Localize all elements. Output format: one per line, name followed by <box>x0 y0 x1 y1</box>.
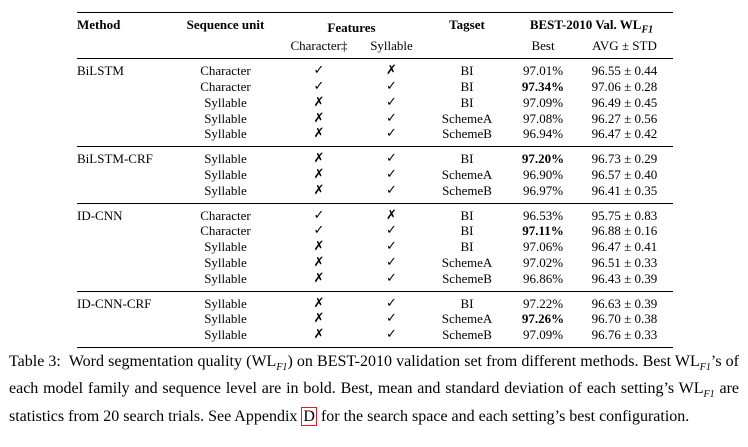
best-score-cell: 97.06% <box>522 239 564 255</box>
tagset-cell: BI <box>460 223 474 239</box>
table-row <box>77 59 673 79</box>
table-row <box>77 111 673 127</box>
table-row <box>77 79 673 95</box>
syllable-feature-mark: ✓ <box>386 182 397 198</box>
sequence-unit-cell: Syllable <box>172 147 279 167</box>
best-score-cell: 97.02% <box>522 254 564 270</box>
best-score-cell: 96.86% <box>522 270 564 286</box>
best-score-cell: 97.20% <box>510 147 576 167</box>
character-feature-mark: ✗ <box>313 270 325 286</box>
method-cell <box>77 167 172 183</box>
header-syllable: Syllable <box>370 38 413 54</box>
character-feature-mark: ✓ <box>279 59 359 79</box>
tagset-cell: BI <box>460 239 474 255</box>
syllable-feature-mark: ✓ <box>386 223 397 239</box>
caption-text-1: Word segmentation quality (WL <box>68 353 277 370</box>
tagset-cell: SchemeA <box>441 311 493 327</box>
best-score-cell: 97.09% <box>510 327 576 347</box>
method-cell: ID-CNN-CRF <box>77 291 172 311</box>
avg-std-cell: 96.43 ± 0.39 <box>591 270 658 286</box>
syllable-feature-mark: ✓ <box>386 110 397 126</box>
syllable-feature-mark: ✓ <box>386 239 397 255</box>
tagset-cell: BI <box>460 94 474 110</box>
best-score-cell: 96.90% <box>522 166 564 182</box>
syllable-feature-mark: ✓ <box>386 94 397 110</box>
character-feature-mark: ✗ <box>279 327 359 347</box>
best-score-cell: 96.94% <box>522 126 564 142</box>
caption-text-4: are statistics from 20 search trials. See Appendix <box>9 380 739 425</box>
table-row <box>77 239 673 255</box>
table-row <box>77 147 673 167</box>
character-feature-mark: ✗ <box>279 291 359 311</box>
syllable-feature-mark: ✓ <box>386 78 397 94</box>
tagset-cell: SchemeB <box>442 126 492 142</box>
header-tagset: Tagset <box>424 13 510 59</box>
syllable-feature-mark: ✗ <box>359 59 424 79</box>
method-cell: ID-CNN <box>77 203 172 223</box>
caption-text-5: for the search space and each setting’s best configuration. <box>316 407 690 425</box>
caption-sub-2: F1 <box>699 362 711 374</box>
method-cell: BiLSTM-CRF <box>77 147 172 167</box>
header-best: Best <box>531 38 555 54</box>
tagset-cell: BI <box>460 78 474 94</box>
character-feature-mark: ✗ <box>313 94 325 110</box>
best-score-cell: 96.53% <box>510 203 576 223</box>
avg-std-cell: 96.73 ± 0.29 <box>576 147 673 167</box>
method-cell: BiLSTM <box>77 59 172 79</box>
table-row <box>77 183 673 203</box>
avg-std-cell: 96.63 ± 0.39 <box>576 291 673 311</box>
table-row <box>77 311 673 327</box>
sequence-unit-cell: Syllable <box>204 311 247 327</box>
table-row <box>77 95 673 111</box>
sequence-unit-cell: Syllable <box>204 126 247 142</box>
tagset-cell: BI <box>424 147 510 167</box>
header-method: Method <box>77 13 172 59</box>
best-score-cell: 97.11% <box>522 223 564 239</box>
avg-std-cell: 96.55 ± 0.44 <box>576 59 673 79</box>
character-feature-mark: ✗ <box>313 239 325 255</box>
tagset-cell: BI <box>424 59 510 79</box>
table-row <box>77 126 673 146</box>
tagset-cell: BI <box>424 291 510 311</box>
appendix-d-link[interactable]: D <box>303 407 315 425</box>
sequence-unit-cell: Character <box>200 223 251 239</box>
avg-std-cell: 96.51 ± 0.33 <box>591 254 658 270</box>
avg-std-cell: 96.88 ± 0.16 <box>591 223 658 239</box>
syllable-feature-mark: ✗ <box>359 203 424 223</box>
best-score-cell: 96.97% <box>522 182 564 198</box>
character-feature-mark: ✗ <box>313 182 325 198</box>
tagset-cell: SchemeB <box>442 270 492 286</box>
header-character: Character‡ <box>290 38 348 54</box>
caption-sub-3: F1 <box>703 389 715 401</box>
avg-std-cell: 96.57 ± 0.40 <box>591 166 658 182</box>
avg-std-cell: 96.41 ± 0.35 <box>591 182 658 198</box>
character-feature-mark: ✗ <box>313 311 325 327</box>
sequence-unit-cell: Syllable <box>204 254 247 270</box>
sequence-unit-cell: Syllable <box>204 166 247 182</box>
avg-std-cell: 96.76 ± 0.33 <box>576 327 673 347</box>
results-table <box>77 12 673 348</box>
syllable-feature-mark: ✓ <box>359 291 424 311</box>
avg-std-cell: 96.47 ± 0.41 <box>591 239 658 255</box>
best-score-cell: 97.26% <box>521 311 565 327</box>
sequence-unit-cell: Character <box>200 78 251 94</box>
sequence-unit-cell: Character <box>172 59 279 79</box>
tagset-cell: BI <box>424 203 510 223</box>
table-row <box>77 291 673 311</box>
syllable-feature-mark: ✓ <box>386 126 397 142</box>
method-cell <box>77 271 172 291</box>
sequence-unit-cell: Syllable <box>204 182 247 198</box>
syllable-feature-mark: ✓ <box>386 254 397 270</box>
sequence-unit-cell: Syllable <box>204 110 247 126</box>
sequence-unit-cell: Syllable <box>172 291 279 311</box>
method-cell <box>77 327 172 347</box>
table-body <box>77 59 673 348</box>
table-row <box>77 271 673 291</box>
method-cell <box>77 255 172 271</box>
character-feature-mark: ✗ <box>313 166 325 182</box>
header-metric-group <box>510 13 673 39</box>
character-feature-mark: ✗ <box>313 126 325 142</box>
best-score-cell: 97.09% <box>522 94 564 110</box>
sequence-unit-cell: Syllable <box>172 327 279 347</box>
tagset-cell: SchemeB <box>424 327 510 347</box>
caption-label: Table 3: <box>9 353 61 370</box>
avg-std-cell: 97.06 ± 0.28 <box>591 78 658 94</box>
best-score-cell: 97.34% <box>521 78 565 94</box>
method-cell <box>77 95 172 111</box>
syllable-feature-mark: ✓ <box>359 147 424 167</box>
caption-sub-1: F1 <box>276 362 288 374</box>
best-score-cell: 97.08% <box>522 110 564 126</box>
character-feature-mark: ✓ <box>279 203 359 223</box>
method-cell <box>77 183 172 203</box>
best-score-cell: 97.01% <box>510 59 576 79</box>
method-cell <box>77 239 172 255</box>
table-caption <box>9 351 739 427</box>
tagset-cell: SchemeA <box>441 110 493 126</box>
sequence-unit-cell: Syllable <box>204 94 247 110</box>
syllable-feature-mark: ✓ <box>386 166 397 182</box>
character-feature-mark: ✓ <box>313 223 325 239</box>
header-metric-sub: F1 <box>641 24 654 36</box>
header-avg-std: AVG ± STD <box>592 38 657 54</box>
character-feature-mark: ✓ <box>313 78 325 94</box>
method-cell <box>77 311 172 327</box>
table-row <box>77 255 673 271</box>
avg-std-cell: 95.75 ± 0.83 <box>576 203 673 223</box>
header-metric-label: BEST-2010 Val. WL <box>529 17 642 32</box>
sequence-unit-cell: Character <box>172 203 279 223</box>
method-cell <box>77 111 172 127</box>
syllable-feature-mark: ✓ <box>386 311 397 327</box>
character-feature-mark: ✗ <box>313 254 325 270</box>
sequence-unit-cell: Syllable <box>204 270 247 286</box>
syllable-feature-mark: ✓ <box>386 270 397 286</box>
sequence-unit-cell: Syllable <box>204 239 247 255</box>
tagset-cell: SchemeA <box>441 254 493 270</box>
table-row <box>77 223 673 239</box>
header-sequence-unit: Sequence unit <box>172 13 279 59</box>
character-feature-mark: ✗ <box>313 110 325 126</box>
method-cell <box>77 223 172 239</box>
method-cell <box>77 79 172 95</box>
avg-std-cell: 96.47 ± 0.42 <box>591 126 658 142</box>
best-score-cell: 97.22% <box>510 291 576 311</box>
caption-text-3: ’s of each model family and sequence level are in bold. Best, mean and standard deviation of each setting’s WL <box>9 353 739 398</box>
avg-std-cell: 96.70 ± 0.38 <box>591 311 658 327</box>
results-table-container <box>77 12 673 348</box>
tagset-cell: SchemeB <box>442 182 492 198</box>
table-row <box>77 327 673 347</box>
caption-text-2: ) on BEST-2010 validation set from different methods. Best WL <box>287 353 700 370</box>
header-features: Features <box>279 13 424 39</box>
avg-std-cell: 96.27 ± 0.56 <box>591 110 658 126</box>
syllable-feature-mark: ✓ <box>359 327 424 347</box>
character-feature-mark: ✗ <box>279 147 359 167</box>
tagset-cell: SchemeA <box>441 166 493 182</box>
table-row <box>77 167 673 183</box>
avg-std-cell: 96.49 ± 0.45 <box>591 94 658 110</box>
table-row <box>77 203 673 223</box>
method-cell <box>77 126 172 146</box>
